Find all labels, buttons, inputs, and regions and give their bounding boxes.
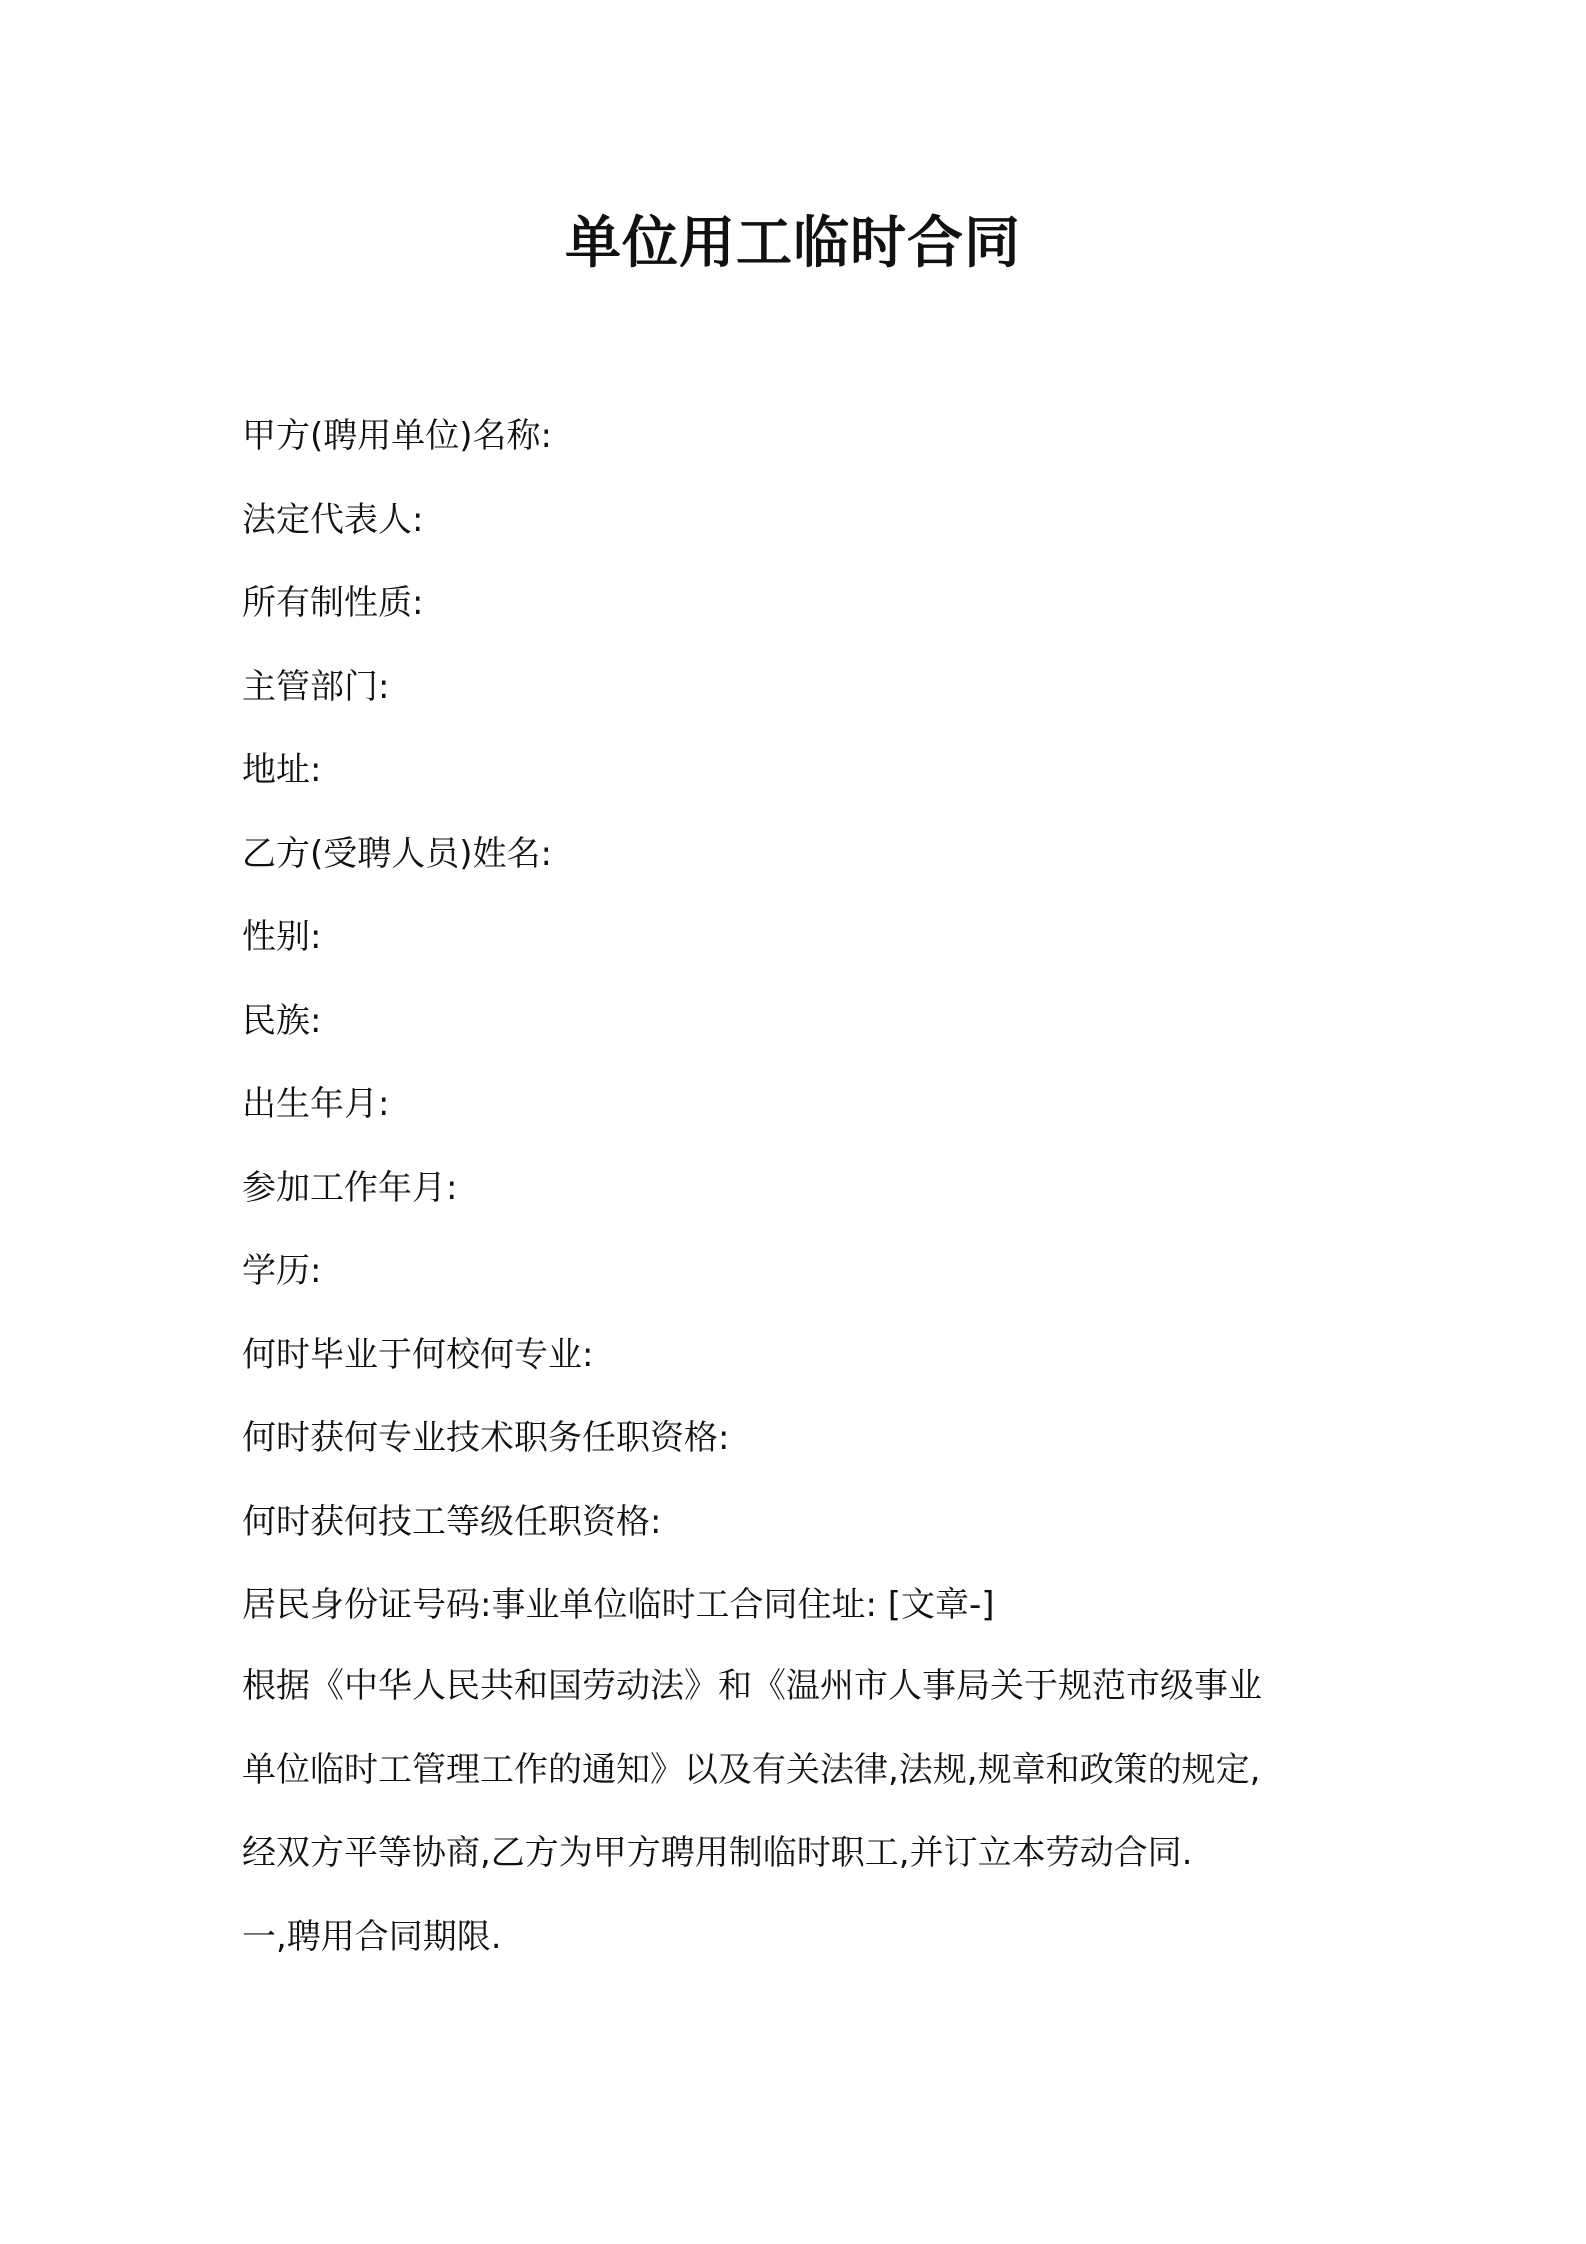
body-line: 经双方平等协商,乙方为甲方聘用制临时职工,并订立本劳动合同. xyxy=(242,1833,1193,1873)
field-party-a-name: 甲方(聘用单位)名称: xyxy=(242,416,552,456)
field-professional-qualification: 何时获何专业技术职务任职资格: xyxy=(242,1418,730,1458)
field-party-b-name: 乙方(受聘人员)姓名: xyxy=(242,833,552,874)
field-supervising-department: 主管部门: xyxy=(242,666,390,707)
field-legal-representative: 法定代表人: xyxy=(242,499,424,540)
field-id-number-address: 居民身份证号码:事业单位临时工合同住址: [文章-] xyxy=(242,1585,995,1625)
field-graduation: 何时毕业于何校何专业: xyxy=(242,1334,594,1375)
field-ownership-type: 所有制性质: xyxy=(242,583,424,623)
party-info-fields xyxy=(242,406,1392,1659)
field-ethnicity: 民族: xyxy=(242,1000,322,1041)
field-address: 地址: xyxy=(242,750,322,790)
body-line: 根据《中华人民共和国劳动法》和《温州市人事局关于规范市级事业 xyxy=(242,1666,1262,1706)
field-education: 学历: xyxy=(242,1251,322,1291)
section-heading-contract-term: 一,聘用合同期限. xyxy=(242,1916,502,1957)
field-technical-grade: 何时获何技工等级任职资格: xyxy=(242,1501,662,1542)
document-title: 单位用工临时合同 xyxy=(565,211,1021,276)
contract-body xyxy=(242,1656,1357,1990)
field-work-start-date: 参加工作年月: xyxy=(242,1167,458,1208)
body-line: 单位临时工管理工作的通知》以及有关法律,法规,规章和政策的规定, xyxy=(242,1749,1261,1790)
field-gender: 性别: xyxy=(242,917,322,957)
field-birth-date: 出生年月: xyxy=(242,1084,390,1124)
